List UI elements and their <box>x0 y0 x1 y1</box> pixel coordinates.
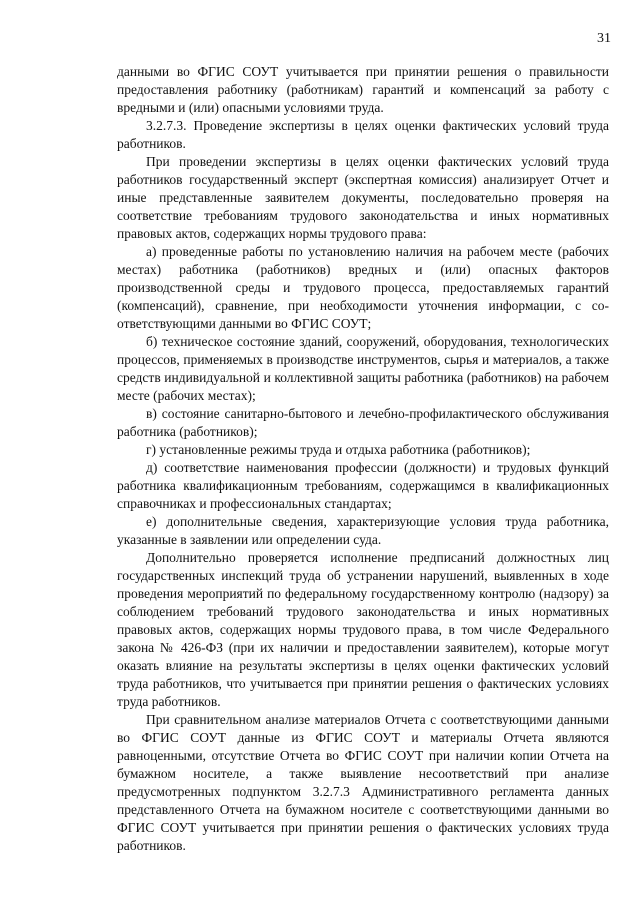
list-item-d: д) соответствие наименования профессии (должности) и трудовых функций работника квалификационным требованиям, содержащимся в квалификационных справочниках и профессиональных стандартах; <box>117 460 609 511</box>
list-item-v: в) состояние санитарно-бытового и лечебно-профилактического обслуживания работника (работников); <box>117 406 609 439</box>
page-number: 31 <box>597 31 611 46</box>
paragraph-expertise-intro: При проведении экспертизы в целях оценки фактических условий труда работников государственный эксперт (экспертная комиссия) анализирует Отчет и иные представленные заявителем документы, последовательно проверяя на соответствие требованиям трудового законодательства и иных нормативных правовых актов, содержащих нормы трудового права: <box>117 154 609 241</box>
paragraph-additional-check: Дополнительно проверяется исполнение предписаний должностных лиц государственных инспекций труда об устранении нарушений, выявленных в ходе проведения мероприятий по федеральному государственному контролю (надзору) за соблюдением требований трудового законодательства и иных нормативных правовых актов, содержащих нормы трудового права, в том числе Федерального закона № 426-ФЗ (при их наличии и предоставлении заявителем), которые могут оказать влияние на результаты экспертизы в целях оценки фактических условий труда работников, что учитывается при принятии решения о фактических условиях труда работников. <box>117 550 609 709</box>
document-body <box>117 63 609 855</box>
list-item-e: е) дополнительные сведения, характеризующие условия труда работника, указанные в заявлении или определении суда. <box>117 514 609 547</box>
section-heading-3-2-7-3: 3.2.7.3. Проведение экспертизы в целях оценки фактических условий труда работников. <box>117 118 609 151</box>
list-item-a: а) проведенные работы по установлению наличия на рабочем месте (рабочих местах) работника (работников) вредных и (или) опасных факторов производственной среды и трудового процесса, предоставляемых гарантий (компенсаций), сравнение, при необходимости уточнения информации, с соответствующими данными во ФГИС СОУТ; <box>117 244 609 331</box>
list-item-g: г) установленные режимы труда и отдыха работника (работников); <box>146 442 531 457</box>
paragraph-continuation: данными во ФГИС СОУТ учитывается при принятии решения о правильности предоставления работнику (работникам) гарантий и компенсаций за работу с вредными и (или) опасными условиями труда. <box>117 64 609 115</box>
paragraph-comparative-analysis: При сравнительном анализе материалов Отчета с соответствующими данными во ФГИС СОУТ данные из ФГИС СОУТ и материалы Отчета являются равноценными, отсутствие Отчета во ФГИС СОУТ при наличии копии Отчета на бумажном носителе, а также выявление несоответствий при анализе предусмотренных подпунктом 3.2.7.3 Административного регламента данных представленного Отчета на бумажном носителе с соответствующими данными во ФГИС СОУТ учитывается при принятии решения о фактических условиях труда работников. <box>117 712 609 853</box>
list-item-b: б) техническое состояние зданий, сооружений, оборудования, технологических процессов, применяемых в производстве инструментов, сырья и материалов, а также средств индивидуальной и коллективной защиты работника (работников) на рабочем месте (рабочих местах); <box>117 334 609 403</box>
